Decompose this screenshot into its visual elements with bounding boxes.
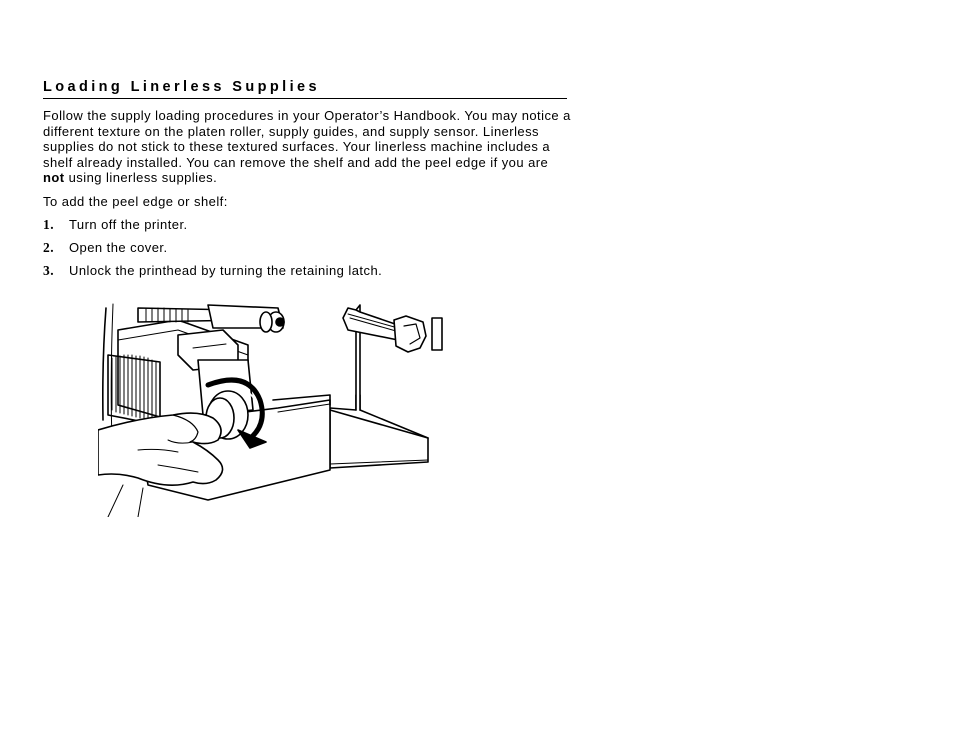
step-number: 2. <box>43 240 55 255</box>
section-heading: Loading Linerless Supplies <box>43 78 567 99</box>
step-item <box>43 263 382 286</box>
steps-intro: To add the peel edge or shelf: <box>43 194 228 209</box>
instruction-paragraph <box>43 108 573 186</box>
step-text: Open the cover. <box>69 240 168 255</box>
steps-list <box>43 217 382 286</box>
step-number: 3. <box>43 263 55 278</box>
step-number: 1. <box>43 217 55 232</box>
step-text: Turn off the printer. <box>69 217 188 232</box>
paragraph-text-after: using linerless supplies. <box>64 170 218 185</box>
paragraph-bold-word: not <box>43 170 65 185</box>
step-text: Unlock the printhead by turning the retaining latch. <box>69 263 383 278</box>
step-item <box>43 217 382 240</box>
printer-latch-illustration-icon <box>98 300 444 517</box>
step-item <box>43 240 382 263</box>
paragraph-text-before: Follow the supply loading procedures in your Operator’s Handbook. You may notice a different texture on the platen roller, supply guides, and supply sensor. Linerless supplies do not stick to these textured surfaces. Your linerless machine includes a shelf already installed. You can remove the shelf and add the peel edge if you are <box>43 108 571 170</box>
